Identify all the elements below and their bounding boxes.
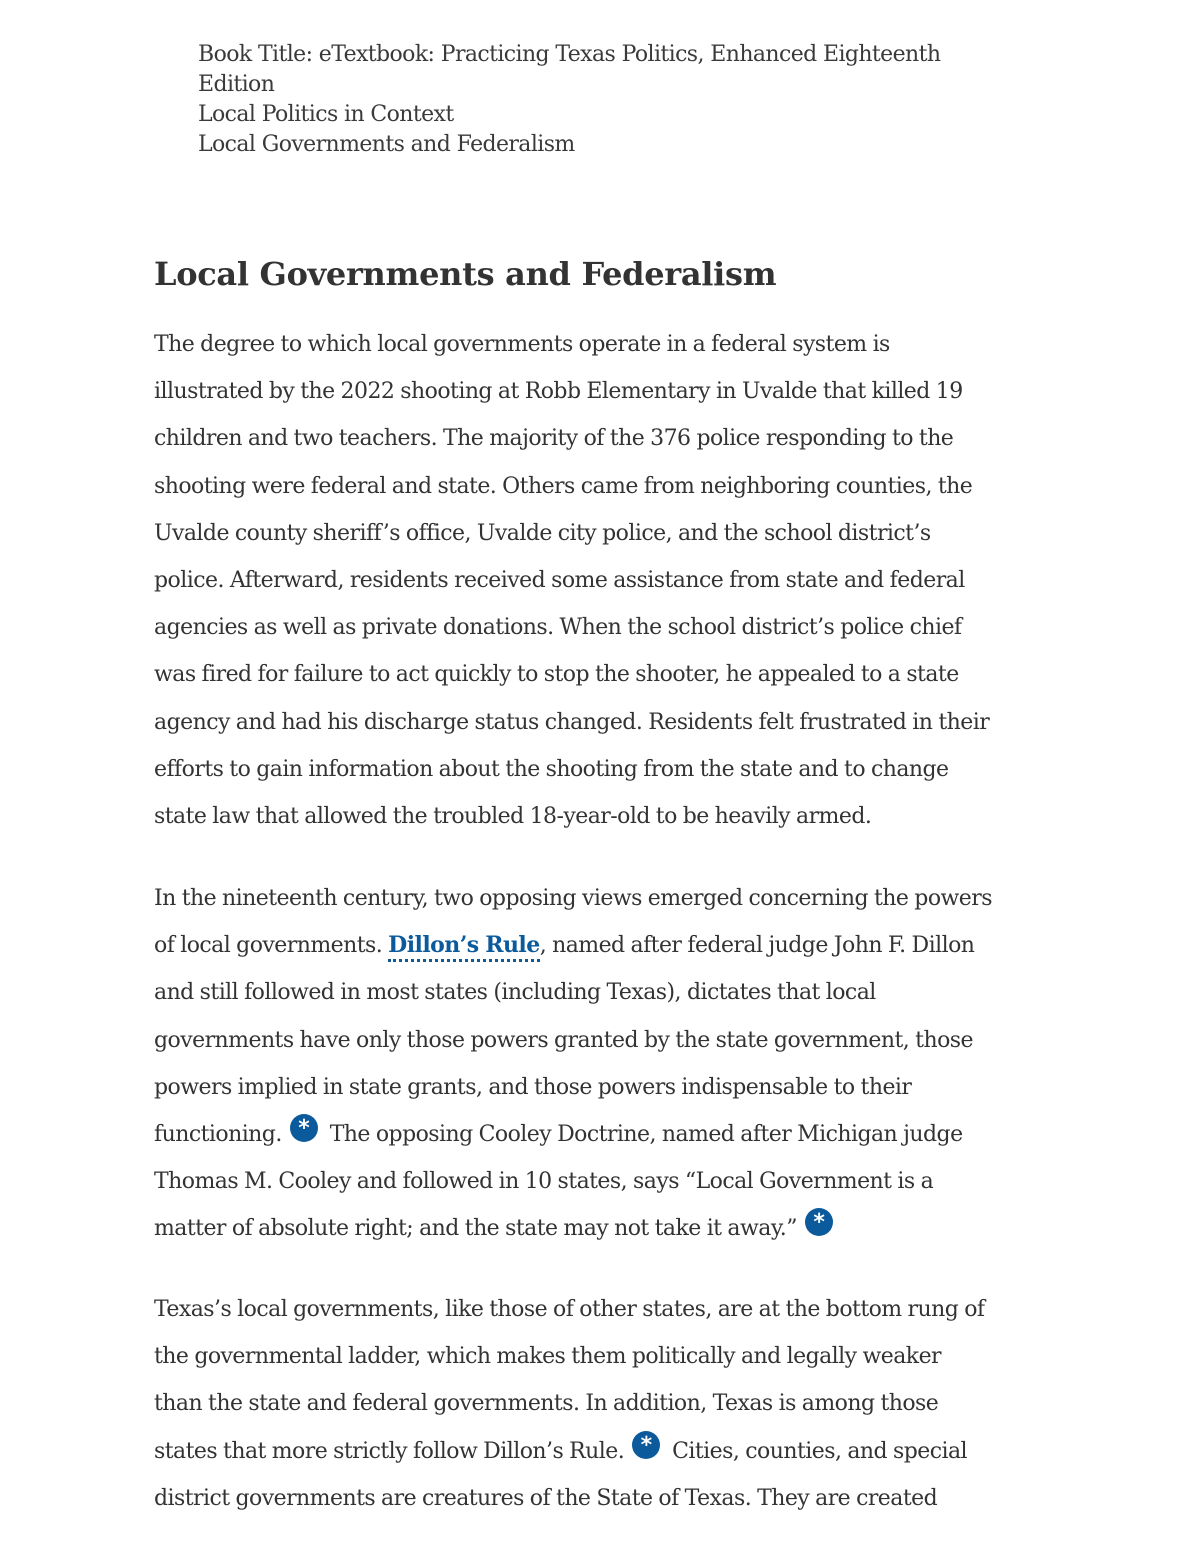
section-title: Local Governments and Federalism — [198, 132, 575, 157]
paragraph-1 — [154, 321, 1059, 840]
book-title-line-1: Book Title: eTextbook: Practicing Texas Politics, Enhanced Eighteenth — [198, 42, 941, 67]
text-segment: states that more strictly follow Dillon’s Rule. — [154, 1438, 625, 1464]
paragraph-line: state law that allowed the troubled 18-year-old to be heavily armed. — [154, 804, 872, 830]
text-segment: of local governments. — [154, 933, 389, 959]
paragraph-line: efforts to gain information about the shooting from the state and to change — [154, 756, 949, 782]
text-segment: Cities, counties, and special — [672, 1438, 968, 1464]
text-segment: matter of absolute right; and the state may not take it away.” — [154, 1216, 797, 1242]
footnote-asterisk-icon[interactable]: * — [290, 1114, 318, 1142]
paragraph-line: Texas’s local governments, like those of other states, are at the bottom rung of — [154, 1297, 985, 1322]
footnote-asterisk-icon[interactable]: * — [632, 1431, 660, 1459]
page-title: Local Governments and Federalism — [154, 255, 777, 293]
paragraph-line: district governments are creatures of the State of Texas. They are created — [154, 1485, 938, 1511]
paragraph-line: governments have only those powers granted by the state government, those — [154, 1027, 973, 1053]
footnote-asterisk-icon[interactable]: * — [805, 1208, 833, 1236]
paragraph-3 — [154, 1286, 1059, 1522]
book-header — [198, 40, 998, 160]
paragraph-line — [154, 1111, 1059, 1158]
paragraph-line: Thomas M. Cooley and followed in 10 states, says “Local Government is a — [154, 1169, 934, 1195]
paragraph-line: illustrated by the 2022 shooting at Robb Elementary in Uvalde that killed 19 — [154, 379, 963, 405]
paragraph-line: The degree to which local governments operate in a federal system is — [154, 332, 890, 357]
paragraph-2 — [154, 875, 1059, 1253]
paragraph-line: police. Afterward, residents received some assistance from state and federal — [154, 568, 965, 594]
paragraph-line: Uvalde county sheriff’s office, Uvalde city police, and the school district’s — [154, 520, 931, 546]
paragraph-line: and still followed in most states (including Texas), dictates that local — [154, 980, 876, 1006]
paragraph-line — [154, 1428, 1059, 1475]
paragraph-line: agency and had his discharge status changed. Residents felt frustrated in their — [154, 709, 990, 735]
paragraph-line: agencies as well as private donations. When the school district’s police chief — [154, 615, 962, 641]
text-segment: functioning. — [154, 1122, 282, 1148]
dillons-rule-glossary-link[interactable]: Dillon’s Rule — [388, 932, 540, 962]
paragraph-line: was fired for failure to act quickly to stop the shooter, he appealed to a state — [154, 662, 959, 688]
text-segment: , named after federal judge John F. Dillon — [539, 933, 975, 959]
paragraph-line — [154, 922, 1059, 969]
paragraph-line: powers implied in state grants, and those powers indispensable to their — [154, 1074, 912, 1100]
paragraph-line: shooting were federal and state. Others came from neighboring counties, the — [154, 473, 973, 499]
paragraph-line: than the state and federal governments. In addition, Texas is among those — [154, 1391, 939, 1417]
paragraph-line: the governmental ladder, which makes them politically and legally weaker — [154, 1344, 942, 1370]
chapter-title: Local Politics in Context — [198, 102, 454, 127]
paragraph-line: In the nineteenth century, two opposing views emerged concerning the powers — [154, 886, 992, 911]
paragraph-line — [154, 1205, 1059, 1252]
paragraph-line: children and two teachers. The majority of the 376 police responding to the — [154, 426, 954, 452]
book-title-line-2: Edition — [198, 72, 275, 97]
text-segment: The opposing Cooley Doctrine, named after Michigan judge — [329, 1122, 963, 1148]
